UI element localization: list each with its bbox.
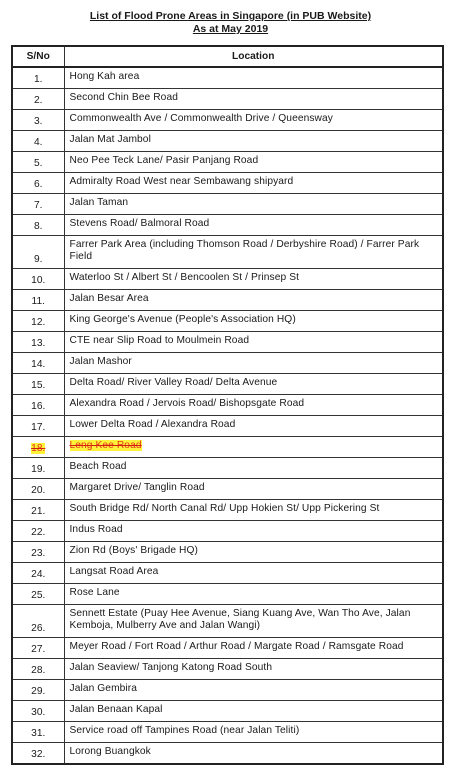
row-number: [12, 152, 64, 173]
row-number-text: 6.: [34, 179, 43, 190]
table-row: [12, 131, 443, 152]
table-body: [12, 67, 443, 764]
row-number-text: 29.: [31, 686, 46, 697]
row-location-text: Admiralty Road West near Sembawang shipyard: [69, 176, 294, 187]
row-location-text: Zion Rd (Boys' Brigade HQ): [69, 545, 199, 556]
row-location: [64, 458, 443, 479]
table-row: [12, 269, 443, 290]
row-number-text: 22.: [31, 527, 46, 538]
row-number-text: 23.: [31, 548, 46, 559]
table-row: [12, 605, 443, 638]
row-location: [64, 269, 443, 290]
row-number-text: 19.: [31, 464, 46, 475]
row-number: [12, 173, 64, 194]
row-location: [64, 311, 443, 332]
row-location-text: South Bridge Rd/ North Canal Rd/ Upp Hokien St/ Upp Pickering St: [69, 503, 380, 514]
row-number-text: 2.: [34, 95, 43, 106]
document-title: [0, 10, 461, 36]
row-number-text: 28.: [31, 665, 46, 676]
row-number: [12, 521, 64, 542]
row-location: [64, 701, 443, 722]
table-row: [12, 680, 443, 701]
flood-areas-table-container: [11, 45, 442, 765]
row-location-text: CTE near Slip Road to Moulmein Road: [69, 335, 250, 346]
row-location-text: Beach Road: [69, 461, 127, 472]
row-location-text: Jalan Gembira: [69, 683, 138, 694]
row-location-text: Jalan Besar Area: [69, 293, 149, 304]
table-header-row: [12, 46, 443, 67]
table-row: [12, 584, 443, 605]
row-number: [12, 290, 64, 311]
row-number-text: 10.: [31, 275, 46, 286]
row-number: [12, 500, 64, 521]
row-number: [12, 215, 64, 236]
table-row: [12, 374, 443, 395]
row-location: [64, 67, 443, 89]
row-location: [64, 353, 443, 374]
row-number-text: 21.: [31, 506, 46, 517]
row-number: [12, 194, 64, 215]
row-location-text: Stevens Road/ Balmoral Road: [69, 218, 210, 229]
row-location-text: King George's Avenue (People's Association HQ): [69, 314, 296, 325]
table-row: [12, 89, 443, 110]
row-location: [64, 395, 443, 416]
row-number-text: 16.: [31, 401, 46, 412]
row-number: [12, 67, 64, 89]
row-number-text: 32.: [31, 749, 46, 760]
title-line-2: As at May 2019: [192, 23, 269, 35]
row-location: [64, 722, 443, 743]
row-number-text: 5.: [34, 158, 43, 169]
row-location: [64, 89, 443, 110]
row-number: [12, 269, 64, 290]
row-number-text: 31.: [31, 728, 46, 739]
table-row: [12, 416, 443, 437]
row-number: [12, 236, 64, 269]
row-number: [12, 680, 64, 701]
row-number: [12, 353, 64, 374]
row-number-text: 17.: [31, 422, 46, 433]
row-number: [12, 416, 64, 437]
column-header-sno: S/No: [12, 46, 64, 67]
highlighted-row-number: 18.: [31, 443, 46, 454]
row-number: [12, 131, 64, 152]
row-location-text: Jalan Benaan Kapal: [69, 704, 163, 715]
row-number: [12, 395, 64, 416]
table-row: [12, 110, 443, 131]
row-number-text: 25.: [31, 590, 46, 601]
table-row: [12, 701, 443, 722]
row-location: [64, 605, 443, 638]
row-number-text: 3.: [34, 116, 43, 127]
title-line-1: List of Flood Prone Areas in Singapore (in PUB Website): [89, 10, 372, 22]
row-location-text: Indus Road: [69, 524, 123, 535]
row-number: [12, 542, 64, 563]
row-location-text: Waterloo St / Albert St / Bencoolen St / Prinsep St: [69, 272, 300, 283]
row-location: [64, 290, 443, 311]
row-location-text: Farrer Park Area (including Thomson Road / Derbyshire Road) / Farrer Park Field: [69, 239, 420, 262]
row-location-text: Jalan Seaview/ Tanjong Katong Road South: [69, 662, 273, 673]
row-number: [12, 374, 64, 395]
row-location-text: Neo Pee Teck Lane/ Pasir Panjang Road: [69, 155, 259, 166]
row-location-text: Langsat Road Area: [69, 566, 159, 577]
row-number: [12, 332, 64, 353]
row-number-text: 27.: [31, 644, 46, 655]
table-row: [12, 743, 443, 765]
row-number: [12, 605, 64, 638]
table-row: [12, 194, 443, 215]
row-location-text: Jalan Mat Jambol: [69, 134, 151, 145]
row-location-text: Jalan Mashor: [69, 356, 132, 367]
table-row: [12, 659, 443, 680]
row-location: [64, 332, 443, 353]
row-location: [64, 374, 443, 395]
table-row: [12, 215, 443, 236]
row-location: [64, 152, 443, 173]
row-location-text: Lower Delta Road / Alexandra Road: [69, 419, 236, 430]
row-location: [64, 500, 443, 521]
row-number: [12, 89, 64, 110]
table-row: [12, 500, 443, 521]
row-location-text: Margaret Drive/ Tanglin Road: [69, 482, 205, 493]
table-row: [12, 395, 443, 416]
row-number-text: 26.: [31, 623, 46, 634]
table-row: [12, 479, 443, 500]
row-number-text: 20.: [31, 485, 46, 496]
table-row: [12, 290, 443, 311]
table-row: [12, 542, 443, 563]
row-number-text: 13.: [31, 338, 46, 349]
row-number: [12, 659, 64, 680]
table-row: [12, 563, 443, 584]
row-location: [64, 416, 443, 437]
table-row: [12, 437, 443, 458]
table-row: [12, 521, 443, 542]
row-number-text: 24.: [31, 569, 46, 580]
table-row: [12, 152, 443, 173]
row-location-text: Meyer Road / Fort Road / Arthur Road / Margate Road / Ramsgate Road: [69, 641, 404, 652]
row-location: [64, 563, 443, 584]
row-number: [12, 458, 64, 479]
row-location-text: Hong Kah area: [69, 71, 140, 82]
row-location-text: Second Chin Bee Road: [69, 92, 178, 103]
row-number-text: 7.: [34, 200, 43, 211]
row-location: [64, 680, 443, 701]
row-location: [64, 236, 443, 269]
row-location-text: Sennett Estate (Puay Hee Avenue, Siang Kuang Ave, Wan Tho Ave, Jalan Kemboja, Mulberry Ave and Jalan Wangi): [69, 608, 411, 631]
row-number-text: 11.: [31, 296, 45, 307]
row-location: [64, 437, 443, 458]
table-row: [12, 173, 443, 194]
row-number: [12, 437, 64, 458]
row-number: [12, 563, 64, 584]
row-number: [12, 479, 64, 500]
row-number: [12, 701, 64, 722]
row-location: [64, 110, 443, 131]
row-location: [64, 638, 443, 659]
row-location: [64, 521, 443, 542]
row-location-text: Commonwealth Ave / Commonwealth Drive / Queensway: [69, 113, 333, 124]
row-number-text: 8.: [34, 221, 43, 232]
row-location: [64, 743, 443, 765]
row-number-text: 30.: [31, 707, 46, 718]
row-number: [12, 311, 64, 332]
row-location: [64, 173, 443, 194]
row-number: [12, 110, 64, 131]
row-location: [64, 584, 443, 605]
table-row: [12, 353, 443, 374]
row-location-text: Rose Lane: [69, 587, 120, 598]
table-row: [12, 332, 443, 353]
row-number-text: 4.: [34, 137, 43, 148]
table-row: [12, 236, 443, 269]
table-row: [12, 311, 443, 332]
table-row: [12, 67, 443, 89]
row-location-text: Service road off Tampines Road (near Jalan Teliti): [69, 725, 300, 736]
row-number-text: 12.: [31, 317, 46, 328]
row-location-text: Lorong Buangkok: [69, 746, 151, 757]
row-number-text: 15.: [31, 380, 46, 391]
flood-areas-table: [11, 45, 444, 765]
row-number-text: 14.: [31, 359, 46, 370]
row-location-text: Jalan Taman: [69, 197, 129, 208]
row-location-text: Delta Road/ River Valley Road/ Delta Avenue: [69, 377, 278, 388]
row-number-text: 9.: [34, 254, 43, 265]
row-location: [64, 659, 443, 680]
row-location: [64, 215, 443, 236]
row-number-text: 1.: [34, 74, 43, 85]
row-location: [64, 131, 443, 152]
column-header-location: Location: [64, 46, 443, 67]
table-row: [12, 722, 443, 743]
row-location: [64, 542, 443, 563]
table-row: [12, 638, 443, 659]
table-row: [12, 458, 443, 479]
row-number: [12, 638, 64, 659]
row-location: [64, 479, 443, 500]
row-location-text: Alexandra Road / Jervois Road/ Bishopsgate Road: [69, 398, 305, 409]
highlighted-location-text: Leng Kee Road: [69, 440, 142, 451]
row-location: [64, 194, 443, 215]
row-number: [12, 722, 64, 743]
row-number: [12, 743, 64, 765]
row-number: [12, 584, 64, 605]
